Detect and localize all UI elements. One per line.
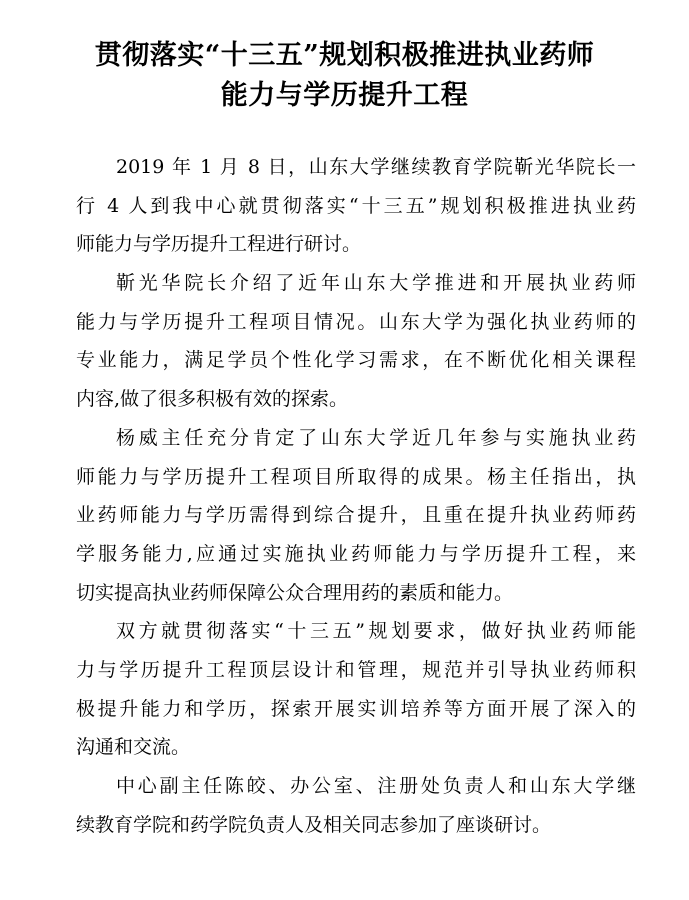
paragraph-2 — [76, 264, 636, 419]
paragraph-3 — [76, 419, 636, 612]
paragraph-line: 续教育学院和药学院负责人及相关同志参加了座谈研讨。 — [76, 813, 552, 836]
paragraph-line: 2019 年 1 月 8 日，山东大学继续教育学院靳光华院长一 — [116, 156, 636, 178]
paragraph-line: 切实提高执业药师保障公众合理用药的素质和能力。 — [76, 581, 514, 604]
paragraph-line: 中心副主任陈皎、办公室、注册处负责人和山东大学继 — [116, 775, 636, 797]
paragraph-line: 行 4 人到我中心就贯彻落实“十三五”规划积极推进执业药 — [76, 194, 636, 217]
document-body — [76, 148, 636, 844]
paragraph-line: 师能力与学历提升工程进行研讨。 — [76, 233, 362, 256]
paragraph-1 — [76, 148, 636, 264]
paragraph-line: 双方就贯彻落实“十三五”规划要求，做好执业药师能 — [116, 620, 636, 643]
document-title-line-2: 能力与学历提升工程 — [220, 80, 469, 111]
paragraph-4 — [76, 612, 636, 767]
paragraph-5 — [76, 767, 636, 844]
paragraph-line: 能力与学历提升工程项目情况。山东大学为强化执业药师的 — [76, 310, 636, 333]
paragraph-line: 学服务能力,应通过实施执业药师能力与学历提升工程，来 — [76, 542, 636, 565]
paragraph-line: 沟通和交流。 — [76, 736, 191, 759]
paragraph-line: 师能力与学历提升工程项目所取得的成果。杨主任指出，执 — [76, 465, 636, 488]
paragraph-line: 极提升能力和学历，探索开展实训培养等方面开展了深入的 — [76, 697, 636, 720]
paragraph-line: 力与学历提升工程顶层设计和管理，规范并引导执业药师积 — [76, 658, 636, 681]
paragraph-line: 杨威主任充分肯定了山东大学近几年参与实施执业药 — [116, 426, 636, 449]
paragraph-line: 专业能力，满足学员个性化学习需求，在不断优化相关课程 — [76, 349, 636, 372]
paragraph-line: 靳光华院长介绍了近年山东大学推进和开展执业药师 — [116, 272, 636, 295]
paragraph-line: 业药师能力与学历需得到综合提升，且重在提升执业药师药 — [76, 504, 636, 527]
document-title-line-1: 贯彻落实“十三五”规划积极推进执业药师 — [94, 40, 595, 71]
paragraph-line: 内容,做了很多积极有效的探索。 — [76, 388, 349, 411]
